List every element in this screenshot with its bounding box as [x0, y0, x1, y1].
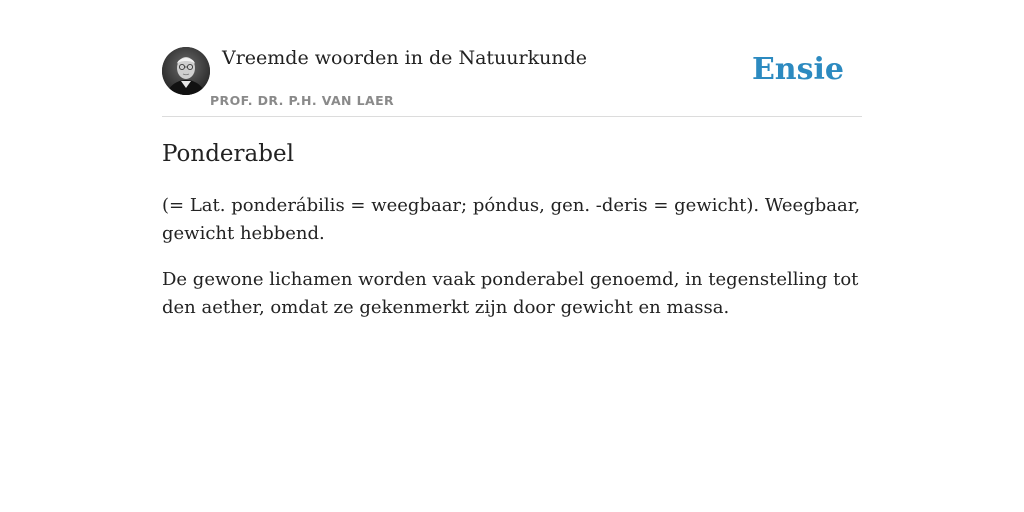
- brand-logo[interactable]: Ensie: [751, 52, 844, 87]
- author-avatar[interactable]: [162, 47, 210, 95]
- entry-paragraph: De gewone lichamen worden vaak ponderabel genoemd, in tegenstelling tot den aether, omdat ze gekenmerkt zijn door gewicht en massa.: [162, 269, 859, 318]
- author-name[interactable]: PROF. DR. P.H. VAN LAER: [210, 93, 395, 108]
- entry-paragraph: (= Lat. ponderábilis = weegbaar; póndus, gen. -deris = gewicht). Weegbaar, gewicht hebbend.: [162, 195, 861, 244]
- portrait-icon: [162, 47, 210, 95]
- entry-title: Ponderabel: [162, 141, 294, 167]
- header: [162, 46, 862, 117]
- entry-content: [162, 138, 862, 340]
- book-title[interactable]: Vreemde woorden in de Natuurkunde: [222, 47, 587, 69]
